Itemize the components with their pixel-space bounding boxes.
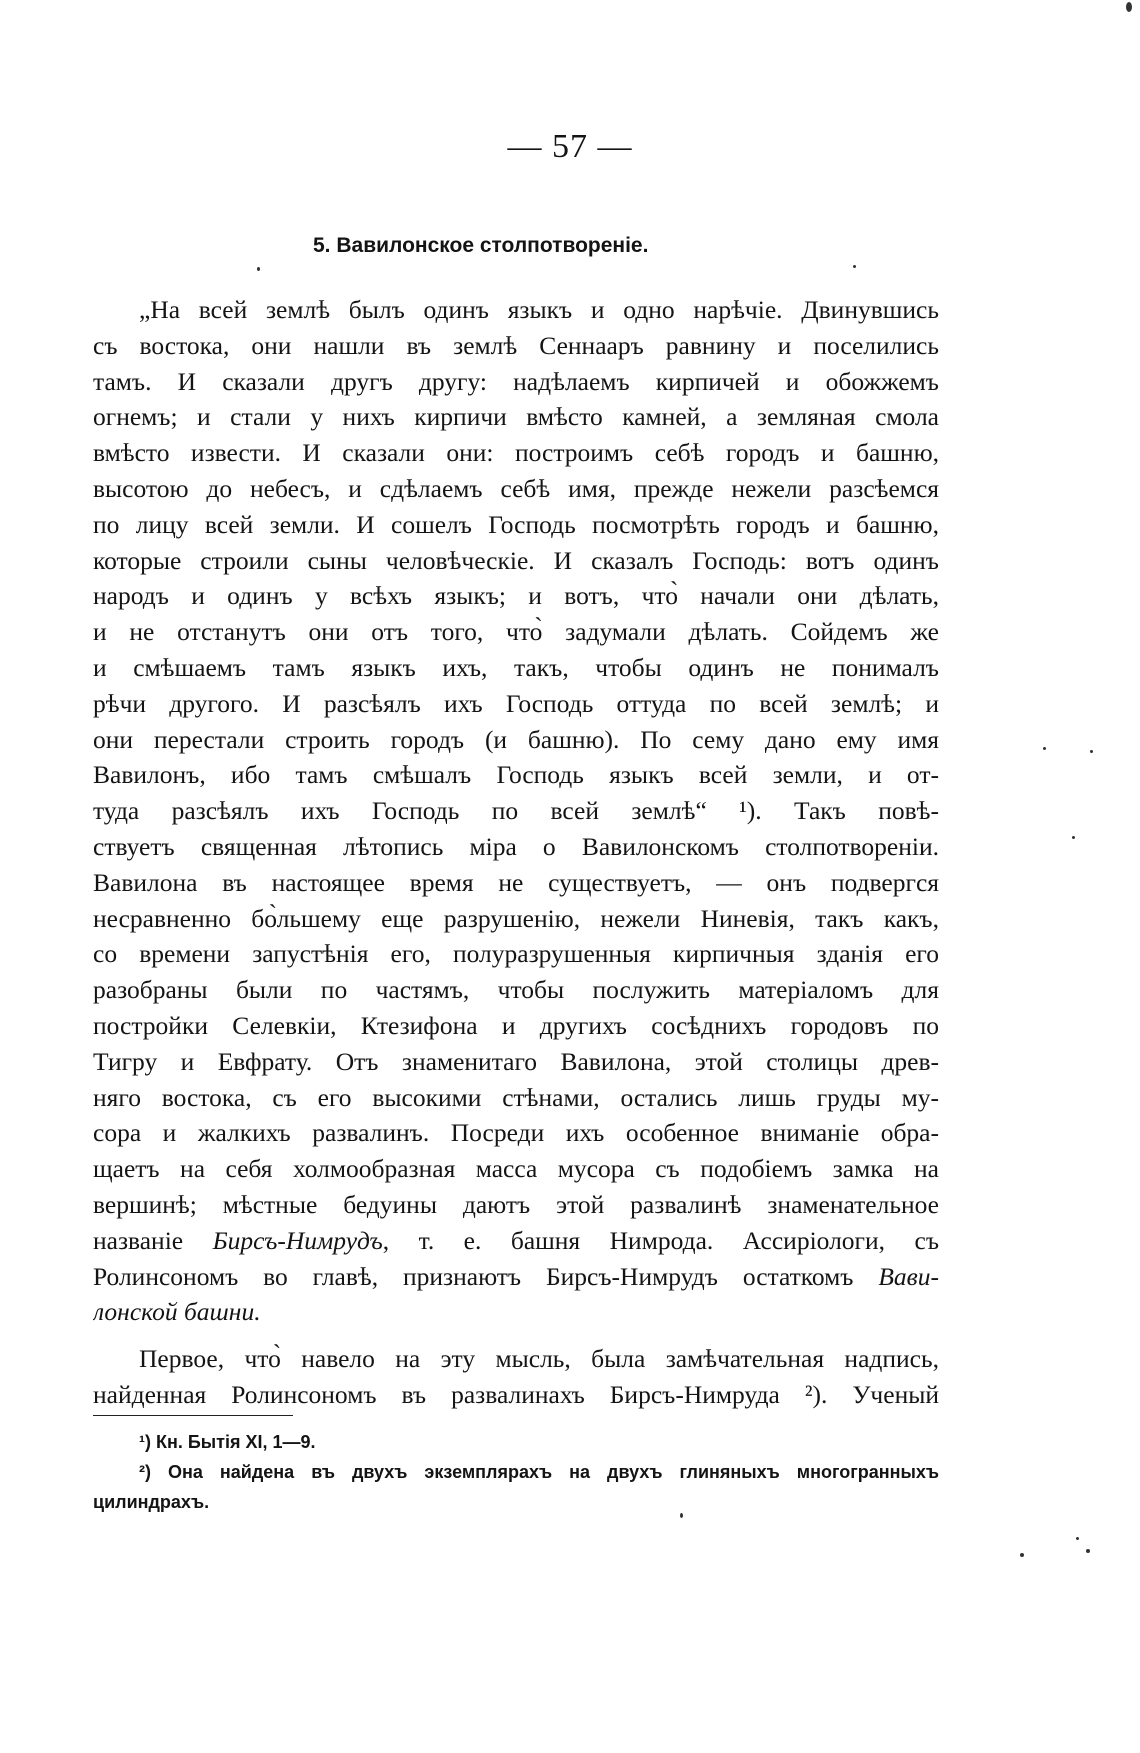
text-line: Первое, что̀ навело на эту мысль, была замѣчательная надпись, bbox=[139, 1344, 939, 1374]
text-line: Тигру и Евфрату. Отъ знаменитаго Вавилона, этой столицы древ- bbox=[93, 1046, 939, 1076]
text-line: несравненно бо̀льшему еще разрушенію, нежели Ниневія, такъ какъ, bbox=[93, 903, 939, 933]
text-line: сора и жалкихъ развалинъ. Посреди ихъ особенное вниманіе обра- bbox=[93, 1118, 939, 1148]
italic-name: лонской башни. bbox=[93, 1297, 261, 1327]
scan-speck bbox=[1126, 2, 1132, 12]
text-line: Вавилонъ, ибо тамъ смѣшалъ Господь языкъ всей земли, и от- bbox=[93, 760, 939, 790]
text-line: найденная Ролинсономъ въ развалинахъ Бирсъ-Нимруда ²). Ученый bbox=[93, 1379, 939, 1409]
text-line: народъ и одинъ у всѣхъ языкъ; и вотъ, что̀ начали они дѣлать, bbox=[93, 581, 939, 611]
body-text bbox=[93, 292, 939, 1413]
footnote: ¹) Кн. Бытія XI, 1—9. bbox=[139, 1432, 316, 1452]
footnote: ²) Она найдена въ двухъ экземплярахъ на двухъ глиняныхъ многогранныхъ bbox=[139, 1462, 939, 1482]
text-line: тамъ. И сказали другъ другу: надѣлаемъ кирпичей и обожжемъ bbox=[93, 366, 939, 396]
text-line: и не отстанутъ они отъ того, что̀ задумали дѣлать. Сойдемъ же bbox=[93, 617, 939, 647]
text-fragment: Ролинсономъ во главѣ, признаютъ Бирсъ-Нимрудъ остаткомъ bbox=[93, 1261, 879, 1291]
text-line: высотою до небесъ, и сдѣлаемъ себѣ имя, прежде нежели разсѣемся bbox=[93, 473, 939, 503]
page-number: — 57 — bbox=[507, 128, 633, 165]
text-line bbox=[93, 1223, 939, 1259]
footnote-continuation: цилиндрахъ. bbox=[93, 1492, 210, 1512]
text-line: вершинѣ; мѣстные бедуины даютъ этой развалинѣ знаменательное bbox=[93, 1189, 939, 1219]
text-line: которые строили сыны человѣческіе. И сказалъ Господь: вотъ одинъ bbox=[93, 545, 939, 575]
text-line bbox=[93, 1294, 939, 1330]
text-line: Вавилона въ настоящее время не существуетъ, — онъ подвергся bbox=[93, 867, 939, 897]
text-line bbox=[93, 1259, 939, 1295]
text-line: огнемъ; и стали у нихъ кирпичи вмѣсто камней, а земляная смола bbox=[93, 402, 939, 432]
section-title: 5. Вавилонское столпотвореніе. bbox=[313, 234, 649, 257]
text-line: туда разсѣялъ ихъ Господь по всей землѣ“ ¹). Такъ повѣ- bbox=[93, 796, 939, 826]
text-line: ствуетъ священная лѣтопись міра о Вавилонскомъ столпотвореніи. bbox=[93, 831, 939, 861]
text-line: няго востока, съ его высокими стѣнами, остались лишь груды му- bbox=[93, 1082, 939, 1112]
text-line: со времени запустѣнія его, полуразрушенныя кирпичныя зданія его bbox=[93, 939, 939, 969]
scan-speck bbox=[257, 267, 260, 271]
text-line: „На всей землѣ былъ одинъ языкъ и одно нарѣчіе. Двинувшись bbox=[139, 295, 939, 324]
italic-name: Бирсъ-Нимрудъ bbox=[212, 1225, 383, 1255]
italic-name: Вави- bbox=[878, 1261, 939, 1291]
text-line: постройки Селевкіи, Ктезифона и другихъ сосѣднихъ городовъ по bbox=[93, 1010, 939, 1040]
text-line: щаетъ на себя холмообразная масса мусора съ подобіемъ замка на bbox=[93, 1154, 939, 1184]
text-line: и смѣшаемъ тамъ языкъ ихъ, такъ, чтобы одинъ не понималъ bbox=[93, 652, 939, 682]
footnote-divider bbox=[93, 1415, 293, 1416]
text-line: вмѣсто извести. И сказали они: построимъ себѣ городъ и башню, bbox=[93, 438, 939, 468]
text-line: по лицу всей земли. И сошелъ Господь посмотрѣть городъ и башню, bbox=[93, 509, 939, 539]
scan-speck bbox=[680, 1513, 683, 1518]
scan-speck bbox=[1076, 1537, 1079, 1540]
scan-speck bbox=[1020, 1553, 1024, 1557]
text-line: съ востока, они нашли въ землѣ Сеннааръ равнину и поселились bbox=[93, 330, 939, 360]
text-line: разобраны были по частямъ, чтобы послужить матеріаломъ для bbox=[93, 975, 939, 1005]
text-line: они перестали строить городъ (и башню). По сему дано ему имя bbox=[93, 724, 939, 754]
scan-speck bbox=[1086, 1549, 1090, 1553]
text-fragment: названіе bbox=[93, 1225, 213, 1255]
text-line: рѣчи другого. И разсѣялъ ихъ Господь оттуда по всей землѣ; и bbox=[93, 688, 939, 718]
scan-speck bbox=[853, 265, 856, 268]
scan-speck bbox=[1072, 836, 1075, 839]
footnotes bbox=[93, 1427, 939, 1517]
text-fragment: , т. е. башня Нимрода. Ассиріологи, съ bbox=[382, 1225, 939, 1255]
scan-speck bbox=[1043, 747, 1046, 750]
scan-speck bbox=[1090, 750, 1093, 753]
